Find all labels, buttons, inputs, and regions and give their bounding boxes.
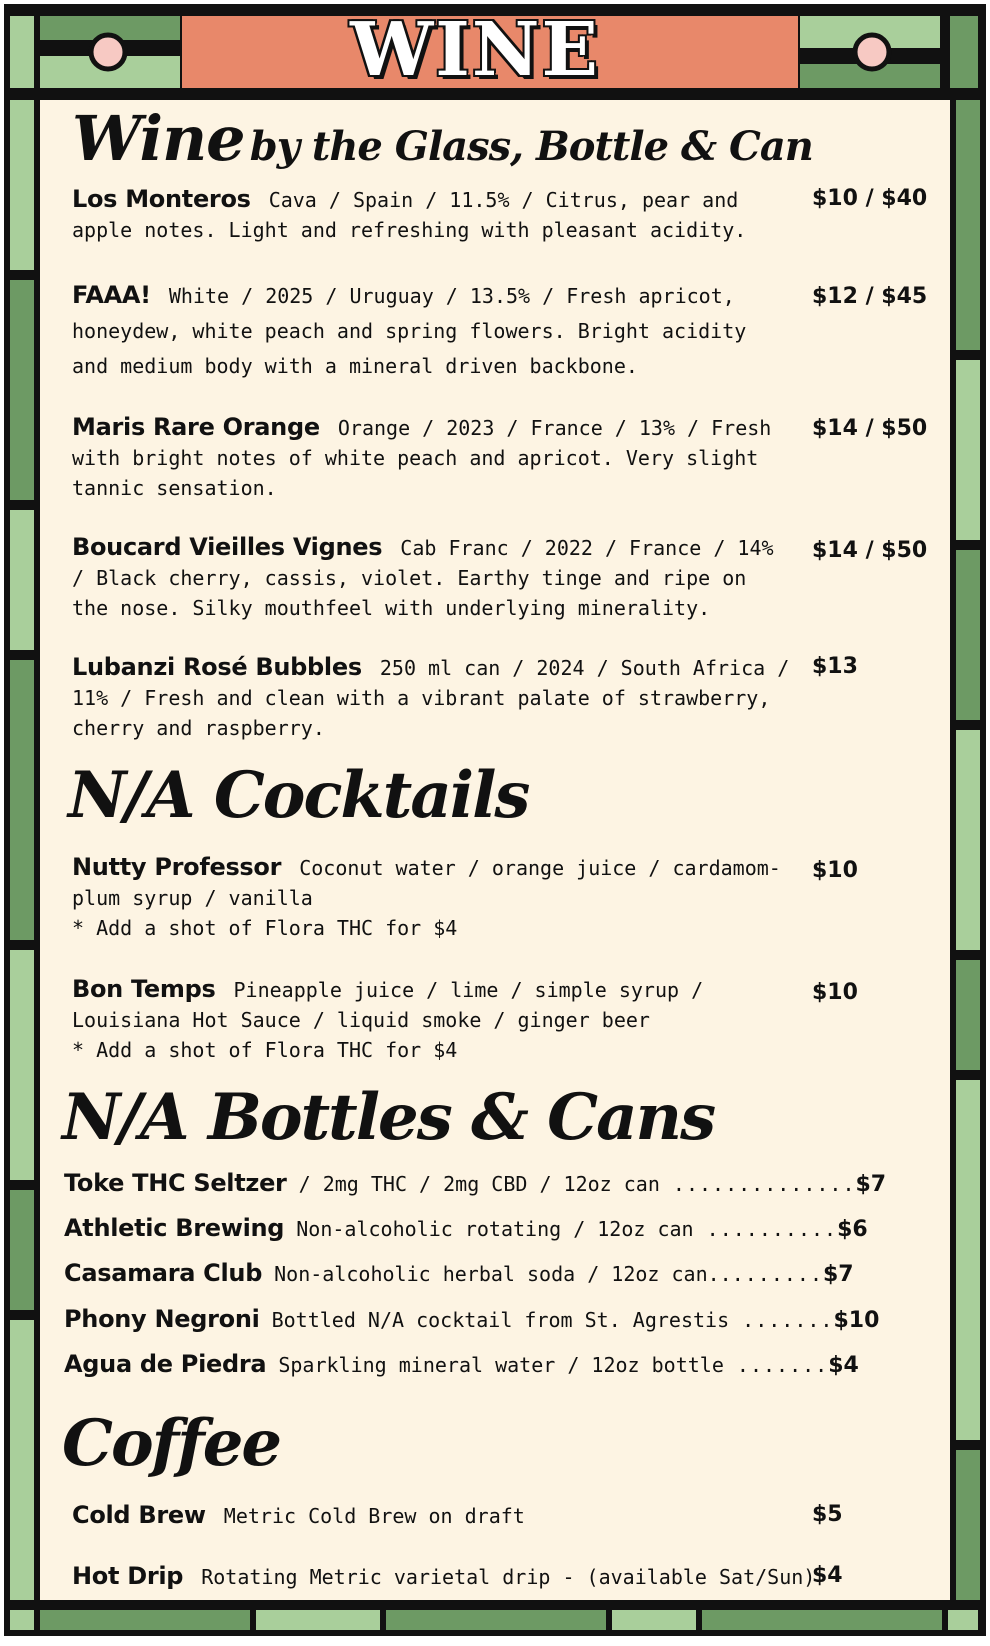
- item-desc: Rotating Metric varietal drip - (available Sat/Sun): [201, 1565, 816, 1589]
- cocktail-item: [72, 974, 792, 1065]
- coffee-item: [72, 1500, 832, 1531]
- item-dots: .......: [729, 1308, 834, 1332]
- coffee-heading: Coffee: [62, 1406, 281, 1481]
- item-desc: Non-alcoholic herbal soda / 12oz can..: [262, 1262, 732, 1286]
- ornament-dot-right: [855, 35, 889, 69]
- item-desc: White / 2025 / Uruguay / 13.5% / Fresh apricot, honeydew, white peach and spring flowers. Bright acidity and medium body with a mineral driven backbone.: [72, 284, 747, 378]
- cocktails-heading: N/A Cocktails: [68, 758, 529, 833]
- item-price: $14 / $50: [812, 416, 928, 441]
- item-desc: Coconut water / orange juice / cardamom-plum syrup / vanilla: [72, 856, 781, 910]
- item-name: Nutty Professor: [72, 853, 282, 881]
- wine-heading: [72, 102, 813, 175]
- item-note: * Add a shot of Flora THC for $4: [72, 1038, 458, 1062]
- item-name: Agua de Piedra: [64, 1350, 267, 1378]
- item-desc: Orange / 2023 / France / 13% / Fresh with bright notes of white peach and apricot. Very slight tannic sensation.: [72, 416, 772, 500]
- item-price: $14 / $50: [812, 538, 928, 563]
- item-name: Athletic Brewing: [64, 1214, 285, 1242]
- wine-item: [72, 278, 792, 384]
- item-name: Phony Negroni: [64, 1305, 260, 1333]
- bottle-row: [64, 1349, 859, 1381]
- item-price: $7: [823, 1262, 854, 1287]
- item-price: $12 / $45: [812, 284, 928, 309]
- wine-heading-big: Wine: [72, 102, 245, 175]
- item-desc: Cab Franc / 2022 / France / 14% / Black cherry, cassis, violet. Earthy tinge and ripe on the nose. Silky mouthfeel with underlying minerality.: [72, 536, 774, 620]
- item-price: $6: [837, 1217, 868, 1242]
- item-name: Cold Brew: [72, 1501, 206, 1529]
- item-dots: .......: [731, 1262, 823, 1286]
- item-desc: Non-alcoholic rotating / 12oz can: [284, 1217, 694, 1241]
- wine-item: [72, 532, 792, 623]
- item-price: $10: [833, 1308, 880, 1333]
- cocktail-item: [72, 852, 792, 943]
- bottles-heading: N/A Bottles & Cans: [62, 1080, 715, 1155]
- wine-item: [72, 184, 792, 245]
- item-price: $5: [812, 1502, 843, 1527]
- item-price: $10 / $40: [812, 186, 928, 211]
- wine-item: [72, 412, 792, 503]
- item-name: FAAA!: [72, 281, 151, 309]
- item-name: Hot Drip: [72, 1562, 184, 1590]
- item-price: $10: [812, 980, 858, 1005]
- item-note: * Add a shot of Flora THC for $4: [72, 916, 458, 940]
- item-name: Lubanzi Rosé Bubbles: [72, 653, 362, 681]
- item-price: $10: [812, 858, 858, 883]
- coffee-item: [72, 1561, 832, 1592]
- item-dots: ..............: [659, 1172, 856, 1196]
- bottle-row: [64, 1213, 868, 1245]
- item-price: $4: [828, 1353, 859, 1378]
- item-desc: Bottled N/A cocktail from St. Agrestis: [259, 1308, 730, 1332]
- item-name: Maris Rare Orange: [72, 413, 320, 441]
- item-name: Toke THC Seltzer: [64, 1169, 287, 1197]
- ornament-dot-left: [91, 35, 125, 69]
- item-desc: / 2mg THC / 2mg CBD / 12oz can: [286, 1172, 660, 1196]
- item-name: Bon Temps: [72, 975, 216, 1003]
- item-name: Boucard Vieilles Vignes: [72, 533, 383, 561]
- item-desc: Cava / Spain / 11.5% / Citrus, pear and apple notes. Light and refreshing with pleasant acidity.: [72, 188, 747, 242]
- bottle-row: [64, 1304, 879, 1336]
- item-name: Casamara Club: [64, 1259, 263, 1287]
- item-desc: 250 ml can / 2024 / South Africa / 11% / Fresh and clean with a vibrant palate of strawberry, cherry and raspberry.: [72, 656, 790, 740]
- item-desc: Sparkling mineral water / 12oz bottle: [266, 1353, 724, 1377]
- wine-item: [72, 652, 792, 743]
- item-price: $7: [855, 1172, 887, 1197]
- item-desc: Metric Cold Brew on draft: [223, 1504, 525, 1528]
- bottle-row: [64, 1258, 854, 1290]
- item-desc: Pineapple juice / lime / simple syrup / Louisiana Hot Sauce / liquid smoke / ginger beer: [72, 978, 704, 1032]
- item-price: $13: [812, 654, 858, 679]
- bottle-row: [64, 1168, 886, 1200]
- item-dots: .......: [723, 1353, 829, 1377]
- item-dots: ..........: [693, 1217, 838, 1241]
- item-price: $4: [812, 1563, 843, 1588]
- wine-heading-sub: by the Glass, Bottle & Can: [249, 123, 813, 170]
- item-name: Los Monteros: [72, 185, 251, 213]
- banner-title: WINE: [350, 7, 600, 93]
